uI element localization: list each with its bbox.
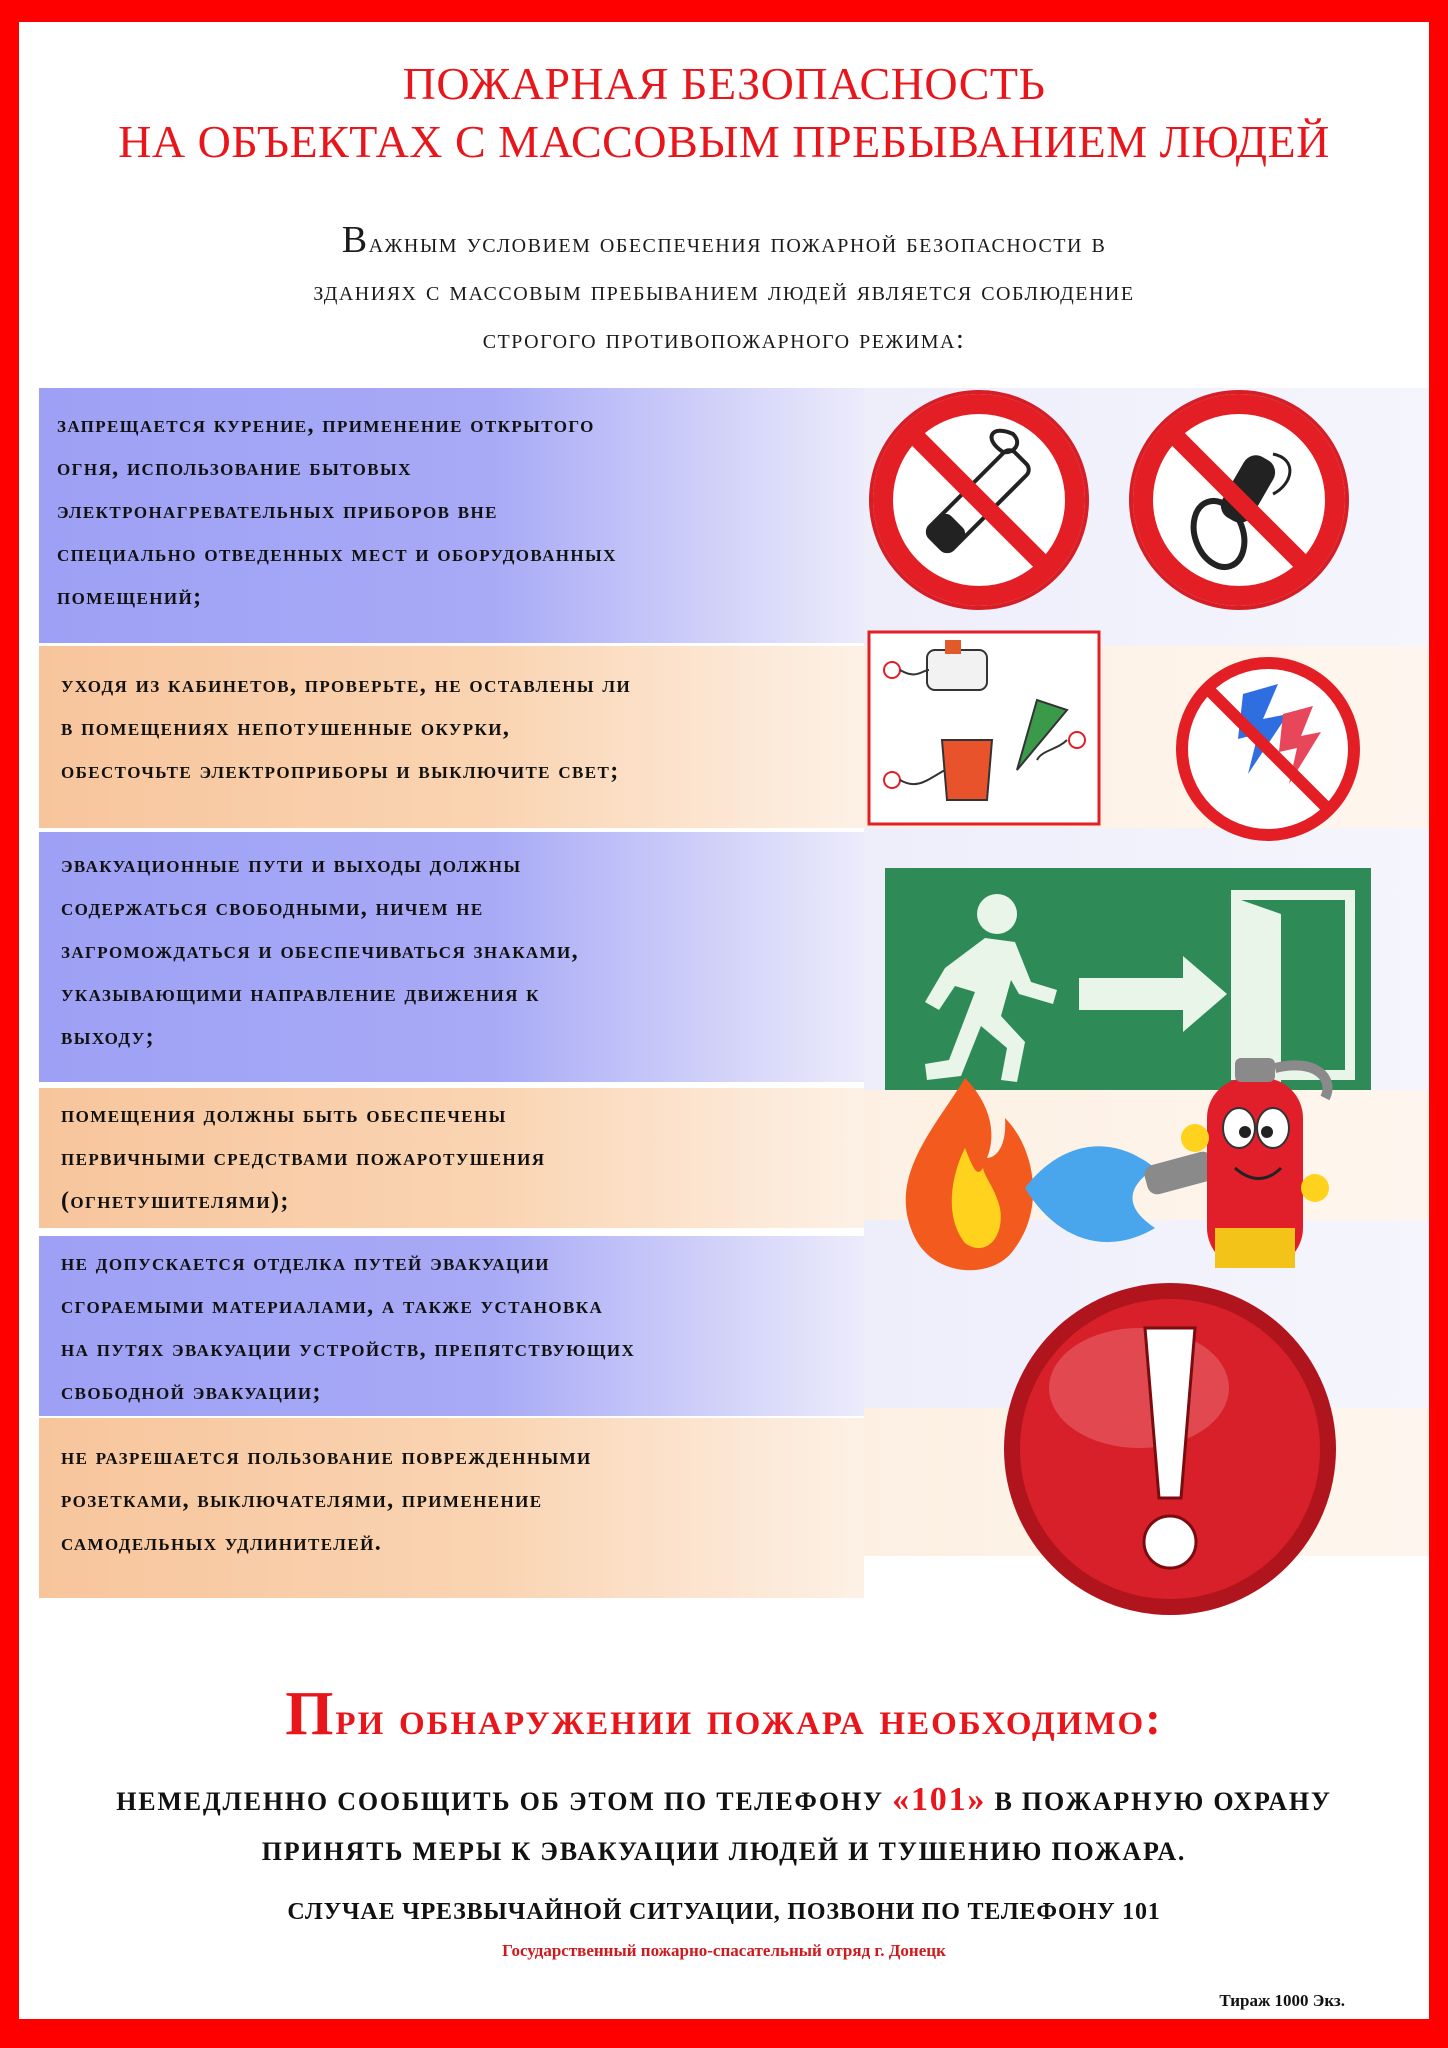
rule-line: обесточьте электроприборы и выключите свет; bbox=[61, 758, 620, 784]
rule-line: выходу; bbox=[61, 1024, 155, 1050]
rule-block-extinguishers bbox=[39, 1088, 864, 1228]
rule-line: помещения должны быть обеспечены bbox=[61, 1102, 507, 1128]
rule-block-smoking bbox=[39, 388, 864, 643]
rule-line: в помещениях непотушенные окурки, bbox=[61, 715, 511, 741]
rule-line: огня, использование бытовых bbox=[57, 455, 412, 481]
appliances-unplug-icon bbox=[867, 630, 1101, 826]
intro-line1 bbox=[119, 216, 1329, 268]
rule-text-smoking bbox=[57, 404, 864, 619]
rule-line: не допускается отделка путей эвакуации bbox=[61, 1250, 550, 1276]
circulation-note: Тираж 1000 Экз. bbox=[1219, 1991, 1345, 2010]
fire-extinguisher-mascot-icon bbox=[895, 1018, 1375, 1282]
organization-name: Государственный пожарно-спасательный отряд г. Донецк bbox=[502, 1941, 946, 1960]
no-electric-heater-icon bbox=[1123, 384, 1355, 616]
no-lightning-icon bbox=[1173, 654, 1363, 844]
rule-block-finishing bbox=[39, 1236, 864, 1416]
rule-block-leaving bbox=[39, 646, 864, 828]
rule-line: эвакуационные пути и выходы должны bbox=[61, 852, 522, 878]
rule-line: уходя из кабинетов, проверьте, не оставлены ли bbox=[61, 672, 632, 698]
heading-text: ри обнаружении пожара необходимо: bbox=[335, 1693, 1163, 1745]
rule-line: свободной эвакуации; bbox=[61, 1379, 322, 1405]
fire-action-heading bbox=[19, 1679, 1429, 1754]
rule-text-leaving bbox=[61, 664, 864, 793]
rule-text-sockets bbox=[61, 1436, 864, 1565]
call-instruction bbox=[19, 1776, 1429, 1826]
poster-title-line1: ПОЖАРНАЯ БЕЗОПАСНОСТЬ bbox=[402, 58, 1046, 109]
rule-text-evacuation bbox=[61, 844, 864, 1059]
rule-text-extinguishers bbox=[61, 1094, 864, 1223]
intro-line1-text: ажным условием обеспечения пожарной безопасности в bbox=[368, 228, 1107, 259]
call-text-a: НЕМЕДЛЕННО СООБЩИТЬ ОБ ЭТОМ ПО ТЕЛЕФОНУ bbox=[116, 1787, 884, 1816]
call-text-b: В ПОЖАРНУЮ ОХРАНУ bbox=[994, 1787, 1332, 1816]
rule-text-finishing bbox=[61, 1242, 864, 1414]
intro-paragraph bbox=[119, 216, 1329, 364]
intro-initial: В bbox=[341, 219, 369, 261]
rule-line: не разрешается пользование поврежденными bbox=[61, 1444, 592, 1470]
rule-line: специально отведенных мест и оборудованных bbox=[57, 541, 617, 567]
rule-line: сгораемыми материалами, а также установка bbox=[61, 1293, 604, 1319]
exclamation-warning-icon bbox=[999, 1278, 1341, 1620]
rule-line: указывающими направление движения к bbox=[61, 981, 540, 1007]
rule-line: электронагревательных приборов вне bbox=[57, 498, 498, 524]
rule-line: розетками, выключателями, применение bbox=[61, 1487, 543, 1513]
intro-line3: строгого противопожарного режима: bbox=[482, 324, 966, 355]
emergency-note: СЛУЧАЕ ЧРЕЗВЫЧАЙНОЙ СИТУАЦИИ, ПОЗВОНИ ПО ТЕЛЕФОНУ 101 bbox=[287, 1899, 1161, 1925]
poster bbox=[19, 22, 1429, 2019]
heading-initial: П bbox=[285, 1680, 336, 1748]
rule-line: содержаться свободными, ничем не bbox=[61, 895, 484, 921]
rule-line: самодельных удлинителей. bbox=[61, 1530, 383, 1556]
rule-block-evacuation bbox=[39, 832, 864, 1082]
rule-line: запрещается курение, применение открытого bbox=[57, 412, 595, 438]
no-smoking-icon bbox=[863, 384, 1095, 616]
poster-title-line2: НА ОБЪЕКТАХ С МАССОВЫМ ПРЕБЫВАНИЕМ ЛЮДЕЙ bbox=[118, 116, 1330, 167]
rule-line: на путях эвакуации устройств, препятствующих bbox=[61, 1336, 636, 1362]
rule-block-sockets bbox=[39, 1418, 864, 1598]
rule-line: (огнетушителями); bbox=[61, 1188, 290, 1214]
phone-number: «101» bbox=[892, 1781, 987, 1818]
rule-line: первичными средствами пожаротушения bbox=[61, 1145, 546, 1171]
intro-line2: зданиях с массовым пребыванием людей является соблюдение bbox=[313, 276, 1135, 307]
rule-line: загромождаться и обеспечиваться знаками, bbox=[61, 938, 580, 964]
evacuation-instruction: ПРИНЯТЬ МЕРЫ К ЭВАКУАЦИИ ЛЮДЕЙ И ТУШЕНИЮ ПОЖАРА. bbox=[261, 1837, 1187, 1866]
rule-line: помещений; bbox=[57, 584, 203, 610]
